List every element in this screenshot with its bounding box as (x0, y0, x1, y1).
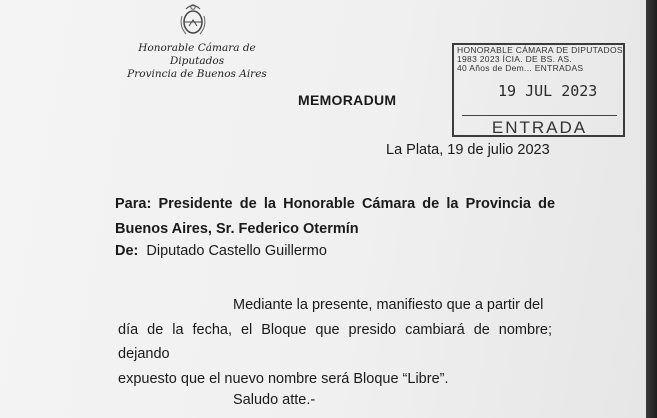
place-date: La Plata, 19 de julio 2023 (386, 142, 550, 158)
recipient-text-line2: Buenos Aires, Sr. Federico Otermín (115, 221, 359, 237)
memo-body (118, 293, 552, 391)
stamp-header-line2: 1983 2023 ÍCIA. DE BS. AS. (457, 54, 573, 64)
body-line2: día de la fecha, el Bloque que presido cambiará de nombre; dejando (118, 321, 552, 362)
coat-of-arms-icon (178, 2, 208, 38)
recipient-label: Para: (115, 196, 152, 212)
sender-block (115, 243, 327, 259)
stamp-date: 19 JUL 2023 (498, 82, 598, 100)
body-line1: Mediante la presente, manifiesto que a partir del (233, 297, 544, 313)
stamp-header-line1: HONORABLE CÁMARA DE DIPUTADOS (457, 45, 623, 55)
sender-name: Diputado Castello Guillermo (146, 243, 327, 259)
sender-label: De: (115, 243, 139, 259)
document-title: MEMORADUM (298, 92, 397, 108)
recipient-block (115, 192, 555, 242)
stamp-label: ENTRADA (462, 115, 617, 138)
institution-letterhead (112, 42, 282, 81)
stamp-header (457, 46, 622, 73)
stamp-header-line3: 40 Años de Dem... ENTRADAS (457, 63, 584, 73)
letterhead-line2: Provincia de Buenos Aires (127, 68, 267, 80)
entry-stamp (452, 43, 625, 137)
table-edge (646, 0, 657, 418)
recipient-text-line1: Presidente de la Honorable Cámara de la Provincia de (158, 196, 556, 212)
body-line3: expuesto que el nuevo nombre será Bloque “Libre”. (118, 370, 449, 387)
recipient-line1 (115, 192, 555, 217)
closing: Saludo atte.- (233, 392, 316, 408)
letterhead-line1: Honorable Cámara de Diputados (138, 42, 256, 67)
